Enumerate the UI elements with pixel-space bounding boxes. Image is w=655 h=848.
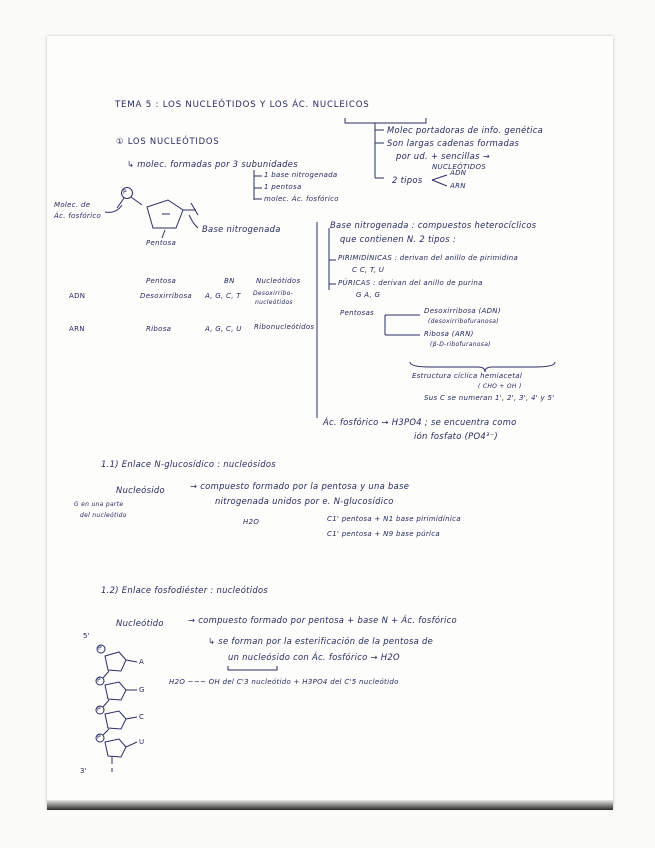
base-line-1: Base nitrogenada : compuestos heterocíclicos: [330, 220, 537, 230]
nucleotido-def-1: → compuesto formado por pentosa + base N + Ác. fosfórico: [188, 615, 457, 625]
phosphate-label: P: [123, 189, 127, 196]
diagram-base-label: Base nitrogenada: [202, 224, 281, 234]
subunit-2: 1 pentosa: [264, 183, 302, 191]
right-line-2: Son largas cadenas formadas: [387, 138, 520, 148]
table-row-arn-bn: A, G, C, U: [205, 325, 242, 333]
nucleosido-def-2: nitrogenada unidos por e. N-glucosídico: [215, 496, 394, 506]
section-1-subline: ↳ molec. formadas por 3 subunidades: [127, 159, 298, 169]
pentosas-estructura: Estructura cíclica hemiacetal: [412, 372, 523, 380]
table-header-nucleotidos: Nucleótidos: [256, 277, 301, 285]
table-row-adn-pentosa: Desoxirribosa: [140, 292, 192, 300]
right-arn: ARN: [450, 182, 466, 190]
diagram-pentosa-label: Pentosa: [146, 239, 177, 247]
chain-base-u: U: [139, 738, 145, 746]
base-line-2: que contienen N. 2 tipos :: [340, 234, 456, 244]
table-row-adn-nucleotido-2: nucleótidos: [255, 299, 293, 306]
subunit-3: molec. Ác. fosfórico: [264, 195, 339, 203]
acido-line-2: ión fosfato (PO4³⁻): [414, 431, 498, 441]
chain-base-g: G: [139, 686, 145, 694]
chain-p-3: P: [97, 706, 101, 713]
chain-3-prime: 3': [80, 767, 87, 775]
pentosas-ribosa: Ribosa (ARN): [424, 330, 474, 338]
nucleosido-def-1: → compuesto formado por la pentosa y una base: [190, 481, 410, 491]
pentosas-label: Pentosas: [340, 309, 374, 317]
section-11-heading: 1.1) Enlace N-glucosídico : nucleósidos: [101, 459, 276, 469]
right-adn: ADN: [450, 169, 467, 177]
nucleotido-def-3: un nucleósido con Ác. fosfórico → H2O: [228, 652, 400, 662]
base-pirimidinicas-bases: C C, T, U: [352, 266, 385, 274]
base-puricas: PÚRICAS : derivan del anillo de purina: [338, 279, 483, 287]
diagram-fosforico-label: Ác. fosfórico: [54, 212, 102, 220]
page-bottom-shadow: [47, 800, 613, 810]
right-line-4: NUCLEÓTIDOS: [432, 163, 487, 171]
chain-p-1: P: [98, 645, 102, 652]
nucleosido-side-2: del nucleótido: [80, 512, 127, 519]
nucleosido-h2o: H2O: [243, 518, 260, 526]
pentosas-ribosa-sub: (β-D-ribofuranosa): [430, 341, 491, 348]
pentosas-desoxi: Desoxirribosa (ADN): [424, 307, 501, 315]
table-row-arn-nucleotido: Ribonucleótidos: [254, 323, 315, 331]
acido-line-1: Ác. fosfórico → H3PO4 ; se encuentra como: [323, 417, 517, 427]
pentosas-desoxi-sub: (desoxirribofuranosa): [428, 318, 499, 325]
chain-base-a: A: [139, 658, 145, 666]
section-12-heading: 1.2) Enlace fosfodiéster : nucleótidos: [101, 585, 269, 595]
table-header-pentosa: Pentosa: [146, 277, 177, 285]
subunit-1: 1 base nitrogenada: [264, 171, 338, 179]
chain-5-prime: 5': [83, 632, 90, 640]
diagram-molec-label: Molec. de: [54, 201, 91, 209]
page-title: TEMA 5 : LOS NUCLEÓTIDOS Y LOS ÁC. NUCLEICOS: [115, 100, 370, 110]
nucleosido-term: Nucleósido: [116, 485, 165, 495]
table-row-adn-nucleotido: Desoxirribo-: [253, 290, 294, 297]
nucleotido-def-2: ↳ se forman por la esterificación de la pentosa de: [208, 636, 434, 646]
nucleosido-side-1: G en una parte: [74, 501, 124, 508]
chain-base-c: C: [139, 713, 145, 721]
right-line-1: Molec portadoras de info. genética: [387, 125, 544, 135]
pentosas-estructura-2: ( CHO + OH ): [478, 383, 522, 390]
table-header-bn: BN: [224, 277, 235, 285]
base-puricas-bases: G A, G: [356, 291, 381, 299]
nucleosido-c1-purica: C1' pentosa + N9 base púrica: [327, 530, 441, 538]
nucleotido-term: Nucleótido: [116, 618, 164, 628]
chain-p-4: P: [97, 734, 101, 741]
right-line-3: por ud. + sencillas →: [396, 151, 491, 161]
pentosas-numeracion: Sus C se numeran 1', 2', 3', 4' y 5': [424, 394, 555, 402]
table-row-adn-bn: A, G, C, T: [205, 292, 241, 300]
chain-p-2: P: [97, 677, 101, 684]
nucleosido-c1-pirimidinica: C1' pentosa + N1 base pirimidínica: [327, 515, 461, 523]
right-tipos: 2 tipos: [392, 175, 423, 185]
table-row-arn-label: ARN: [69, 325, 85, 333]
base-pirimidinicas: PIRIMIDÍNICAS : derivan del anillo de pirimidina: [338, 254, 519, 262]
nucleotido-h2o-line: H2O ~~~ OH del C'3 nucleótido + H3PO4 del C'5 nucleótido: [169, 678, 399, 686]
section-1-heading: ① LOS NUCLEÓTIDOS: [116, 136, 220, 146]
table-row-arn-pentosa: Ribosa: [146, 325, 172, 333]
table-row-adn-label: ADN: [69, 292, 86, 300]
